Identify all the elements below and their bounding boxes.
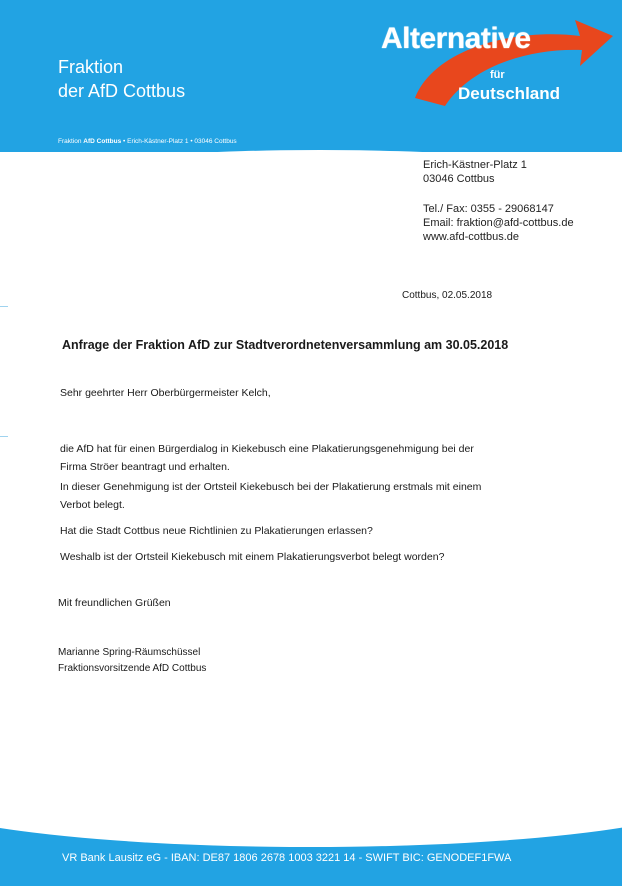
- contact-city: 03046 Cottbus: [423, 173, 495, 185]
- paragraph-2-line-1: In dieser Genehmigung ist der Ortsteil Kiekebusch bei der Plakatierung erstmals mit einem: [60, 481, 482, 493]
- sender-address-prefix: Fraktion: [58, 138, 84, 145]
- letter-closing: Mit freundlichen Grüßen: [58, 597, 171, 609]
- sender-address-bold: AfD Cottbus: [83, 138, 122, 145]
- contact-tel: Tel./ Fax: 0355 - 29068147: [423, 203, 554, 215]
- logo-wordmark-fuer: für: [490, 69, 505, 81]
- letter-subject: Anfrage der Fraktion AfD zur Stadtverordnetenversammlung am 30.05.2018: [62, 338, 509, 352]
- logo-wordmark-alternative: Alternative: [381, 22, 531, 55]
- contact-email: Email: fraktion@afd-cottbus.de: [423, 217, 574, 229]
- footer-bank-details: VR Bank Lausitz eG - IBAN: DE87 1806 2678 1003 3221 14 - SWIFT BIC: GENODEF1FWA: [62, 852, 512, 864]
- fold-mark: [0, 436, 8, 437]
- letterhead-curve: [0, 150, 622, 152]
- fraktion-title-line1: Fraktion: [58, 57, 124, 77]
- contact-web: www.afd-cottbus.de: [423, 231, 519, 243]
- paragraph-1-line-1: die AfD hat für einen Bürgerdialog in Kiekebusch eine Plakatierungsgenehmigung bei der: [60, 443, 474, 455]
- letter-question-1: Hat die Stadt Cottbus neue Richtlinien zu Plakatierungen erlassen?: [60, 525, 373, 537]
- fraktion-title: [58, 55, 185, 103]
- sender-address-rest: • Erich-Kästner-Platz 1 • 03046 Cottbus: [121, 138, 237, 145]
- logo-wordmark-deutschland: Deutschland: [458, 84, 561, 103]
- letter-question-2: Weshalb ist der Ortsteil Kiekebusch mit einem Plakatierungsverbot belegt worden?: [60, 551, 445, 563]
- contact-street: Erich-Kästner-Platz 1: [423, 159, 527, 171]
- letter-date: Cottbus, 02.05.2018: [402, 290, 493, 301]
- signer-name: Marianne Spring-Räumschüssel: [58, 647, 201, 658]
- contact-block: [423, 158, 574, 244]
- signer-title: Fraktionsvorsitzende AfD Cottbus: [58, 663, 207, 674]
- fold-mark: [0, 306, 8, 307]
- paragraph-2-line-2: Verbot belegt.: [60, 499, 125, 511]
- letter-paragraph-1: [60, 440, 474, 476]
- sender-address-line: [58, 138, 237, 145]
- paragraph-1-line-2: Firma Ströer beantragt und erhalten.: [60, 461, 230, 473]
- fraktion-title-line2: der AfD Cottbus: [58, 81, 186, 101]
- letter-salutation: Sehr geehrter Herr Oberbürgermeister Kelch,: [60, 387, 271, 399]
- letter-paragraph-2: [60, 478, 481, 514]
- footer-curve: [0, 822, 622, 847]
